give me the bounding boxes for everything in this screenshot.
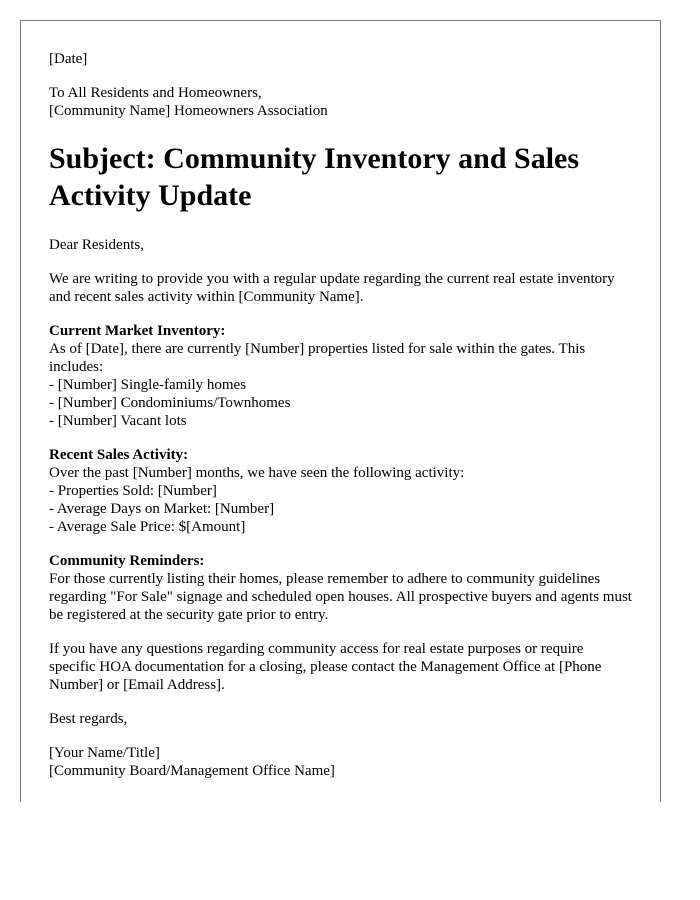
recipient-line-1: To All Residents and Homeowners,	[49, 85, 262, 101]
reminders-text: For those currently listing their homes, please remember to adhere to community guidelines regarding "For Sale" signage and scheduled open houses. All prospective buyers and agents must be registered at the security gate prior to entry.	[49, 571, 632, 623]
signature-name: [Your Name/Title]	[49, 745, 160, 761]
inventory-title: Current Market Inventory:	[49, 323, 226, 339]
closing-line: Best regards,	[49, 711, 128, 727]
list-item: - Average Sale Price: $[Amount]	[49, 519, 246, 535]
recipient-line-2: [Community Name] Homeowners Association	[49, 103, 328, 119]
letter-date: [Date]	[49, 51, 88, 67]
recipient-block	[49, 84, 632, 120]
list-item: - [Number] Vacant lots	[49, 413, 187, 429]
sales-text: Over the past [Number] months, we have seen the following activity:	[49, 465, 465, 481]
contact-paragraph: If you have any questions regarding community access for real estate purposes or require specific HOA documentation for a closing, please contact the Management Office at [Phone Number] or [Email Address].	[49, 641, 602, 693]
inventory-text: As of [Date], there are currently [Number] properties listed for sale within the gates. This includes:	[49, 341, 586, 375]
signature-office: [Community Board/Management Office Name]	[49, 763, 335, 779]
sales-title: Recent Sales Activity:	[49, 447, 189, 463]
list-item: - Properties Sold: [Number]	[49, 483, 217, 499]
list-item: - [Number] Condominiums/Townhomes	[49, 395, 291, 411]
list-item: - [Number] Single-family homes	[49, 377, 247, 393]
reminders-title: Community Reminders:	[49, 553, 205, 569]
intro-paragraph: We are writing to provide you with a regular update regarding the current real estate inventory and recent sales activity within [Community Name].	[49, 271, 615, 305]
reminders-section	[49, 552, 632, 624]
subject-heading: Subject: Community Inventory and Sales Activity Update	[49, 142, 580, 212]
list-item: - Average Days on Market: [Number]	[49, 501, 275, 517]
inventory-section	[49, 322, 632, 430]
sales-section	[49, 446, 632, 536]
letter-page	[20, 20, 661, 802]
signature-block	[49, 744, 632, 780]
salutation: Dear Residents,	[49, 237, 144, 253]
